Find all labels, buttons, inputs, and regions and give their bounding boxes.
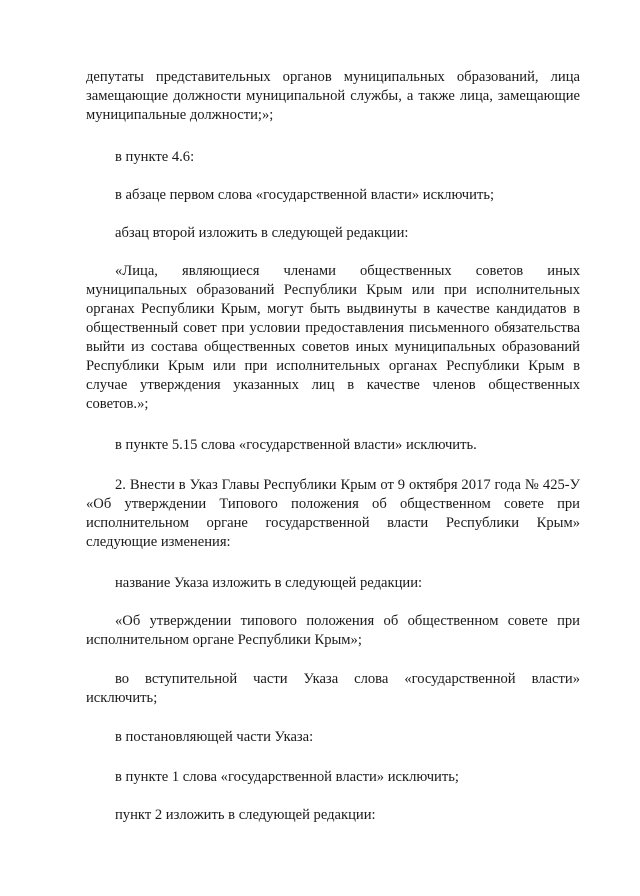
paragraph-point-2: пункт 2 изложить в следующей редакции: — [115, 807, 376, 823]
paragraph-first-abzac: в абзаце первом слова «государственной власти» исключить; — [115, 187, 495, 203]
paragraph-point-4-6: в пункте 4.6: — [115, 149, 195, 165]
paragraph-intro-part: во вступительной части Указа слова «государственной власти» исключить; — [86, 671, 580, 706]
paragraph-point-5-15: в пункте 5.15 слова «государственной власти» исключить. — [115, 437, 477, 453]
paragraph-point-1: в пункте 1 слова «государственной власти» исключить; — [115, 769, 459, 785]
paragraph-quote-title: «Об утверждении типового положения об общественном совете при исполнительном органе Республики Крым»; — [86, 613, 580, 648]
paragraph-quote-persons: «Лица, являющиеся членами общественных советов иных муниципальных образований Республики Крым или при исполнительных органах Республики Крым, могут быть выдвинуты в качестве кандидатов в общественный совет при условии предоставления письменного обязательства выйти из состава общественных советов иных муниципальных образований Республики Крым или при исполнительных органах Республики Крым в случае утверждения указанных лиц в качестве членов общественных советов.»; — [86, 263, 580, 412]
paragraph-decree-amend: 2. Внести в Указ Главы Республики Крым от 9 октября 2017 года № 425-У «Об утверждении Типового положения об общественном совете при исполнительном органе государственной власти Республики Крым» следующие изменения: — [86, 477, 580, 550]
paragraph-decree-title: название Указа изложить в следующей редакции: — [115, 575, 423, 591]
paragraph-resolving-part: в постановляющей части Указа: — [115, 729, 314, 745]
paragraph-second-abzac: абзац второй изложить в следующей редакции: — [115, 225, 409, 241]
paragraph-deputies: депутаты представительных органов муниципальных образований, лица замещающие должности муниципальной службы, а также лица, замещающие муниципальные должности;»; — [86, 69, 580, 123]
